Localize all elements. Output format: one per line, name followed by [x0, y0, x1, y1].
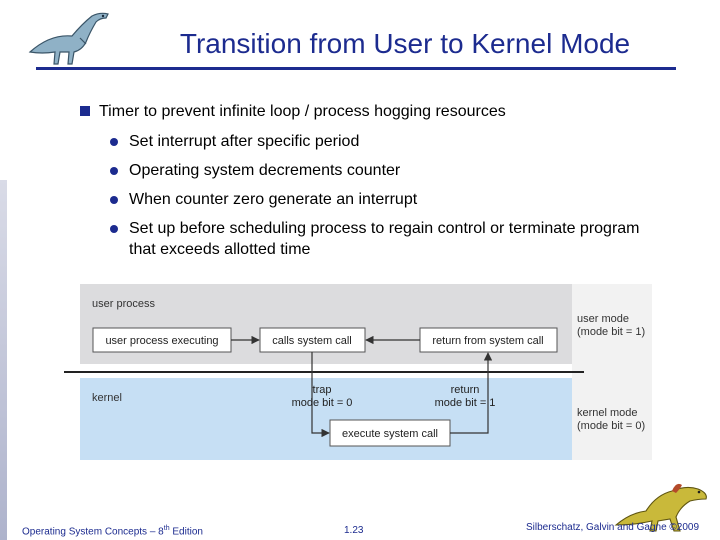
- left-accent-bar: [0, 180, 7, 540]
- subbullet-continuation-text: that exceeds allotted time: [129, 241, 311, 258]
- user-mode-bit-label: (mode bit = 1): [577, 326, 646, 338]
- round-bullet-icon: [110, 138, 118, 146]
- footer-page-number: 1.23: [344, 525, 364, 536]
- subbullet-text: When counter zero generate an interrupt: [129, 191, 418, 208]
- box-return-from-system-call-label: return from system call: [432, 335, 544, 347]
- round-bullet-icon: [110, 196, 118, 204]
- slide-title: Transition from User to Kernel Mode: [179, 28, 631, 59]
- return-label: return: [450, 384, 480, 396]
- square-bullet-icon: [80, 106, 90, 116]
- box-user-process-executing-label: user process executing: [105, 335, 219, 347]
- user-region-label: user process: [92, 298, 155, 310]
- subbullet-text: Operating system decrements counter: [129, 162, 401, 179]
- round-bullet-icon: [110, 167, 118, 175]
- footer-book-title-sup: th: [163, 525, 170, 532]
- footer-book-title: [22, 525, 203, 537]
- round-bullet-icon: [110, 225, 118, 233]
- main-bullet-text: Timer to prevent infinite loop / process hogging resources: [99, 103, 506, 120]
- subbullet-text: Set up before scheduling process to regain control or terminate program: [129, 220, 640, 237]
- main-bullet: [80, 103, 506, 121]
- kernel-mode-bit-label: (mode bit = 0): [577, 420, 646, 432]
- return-modebit-label: mode bit = 1: [434, 397, 496, 409]
- trap-label: trap: [312, 384, 332, 396]
- trap-modebit-label: mode bit = 0: [291, 397, 353, 409]
- user-mode-label: user mode: [577, 313, 629, 325]
- footer-book-title-suffix: Edition: [169, 526, 203, 538]
- footer-book-title-prefix: Operating System Concepts – 8: [22, 526, 164, 538]
- subbullet-text: Set interrupt after specific period: [129, 133, 360, 150]
- mode-transition-diagram: [60, 282, 660, 462]
- box-calls-system-call-label: calls system call: [272, 335, 352, 347]
- kernel-mode-label: kernel mode: [577, 407, 638, 419]
- box-execute-system-call-label: execute system call: [342, 428, 438, 440]
- title-divider: [36, 67, 676, 70]
- dinosaur-logo-icon: [20, 4, 120, 70]
- footer-copyright: Silberschatz, Galvin and Gagne ©2009: [526, 522, 700, 533]
- kernel-region-label: kernel: [92, 392, 122, 404]
